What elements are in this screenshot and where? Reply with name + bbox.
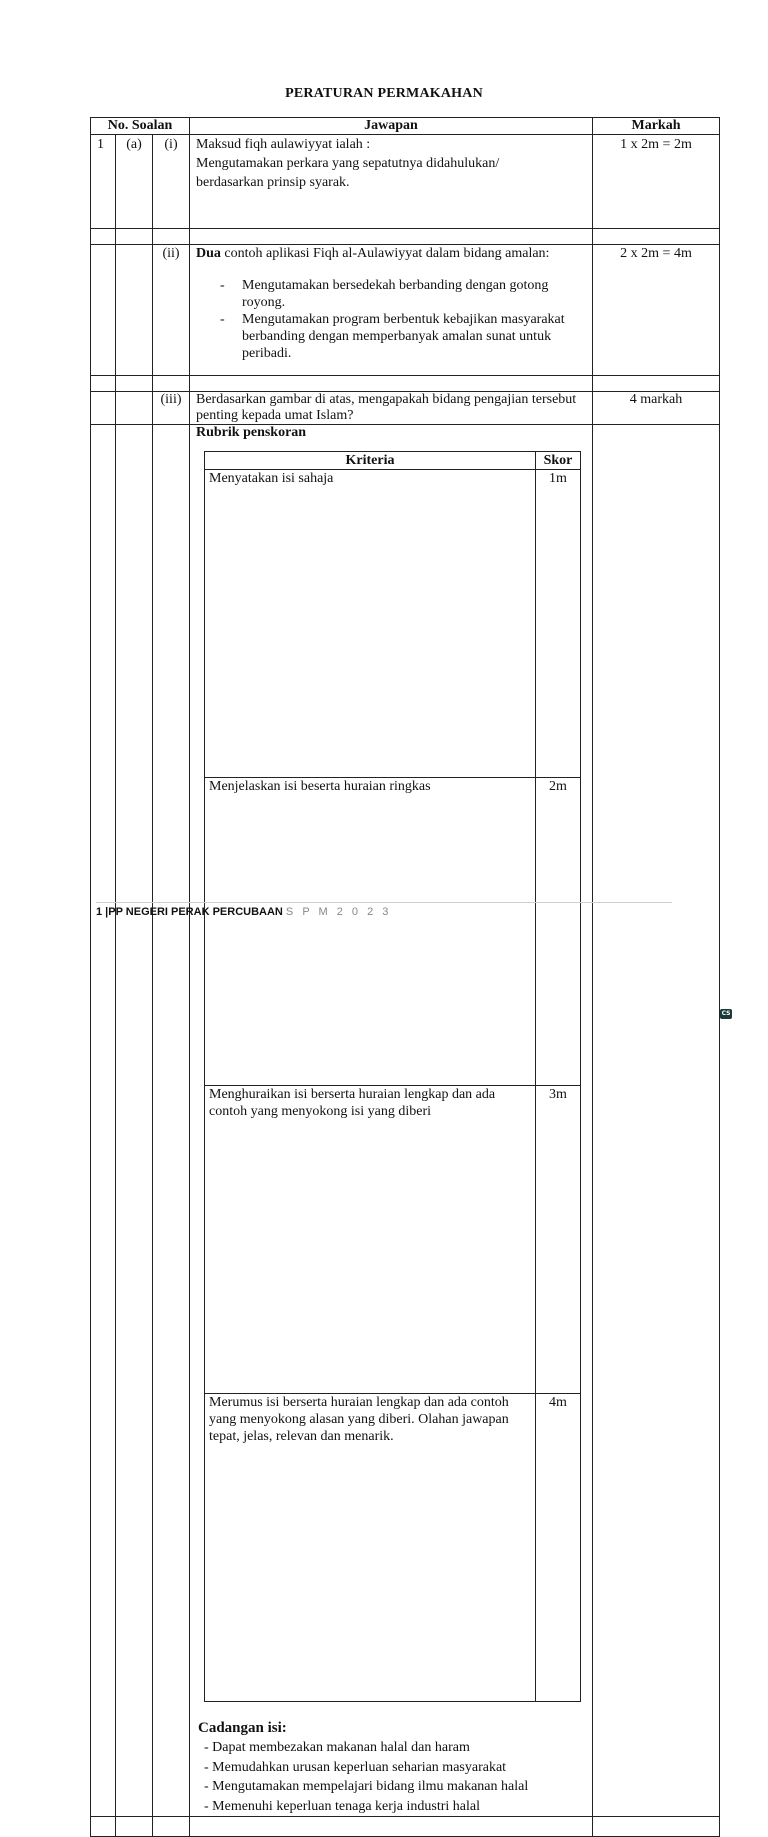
suggestion-title: Cadangan isi: — [198, 1720, 287, 1736]
header-row — [91, 118, 720, 135]
footer-exam-label: S P M 2 0 2 3 — [285, 906, 392, 918]
suggestion-list — [196, 1738, 586, 1816]
rubric-header-skor: Skor — [536, 452, 581, 470]
rubric-row — [205, 778, 581, 1086]
rubric-row — [205, 470, 581, 778]
page-title: PERATURAN PERMAKAHAN — [285, 86, 483, 101]
camscanner-logo: CS — [721, 1010, 731, 1017]
spacer-row — [91, 376, 720, 392]
question-part: (a) — [116, 135, 153, 229]
suggestion-item: - Memudahkan urusan keperluan seharian masyarakat — [204, 1759, 507, 1775]
rubric-header-row — [205, 452, 581, 470]
answer-lead-bold: Dua — [196, 246, 221, 261]
footer-page-label: 1 |PP NEGERI PERAK PERCUBAAN — [96, 906, 283, 918]
mark-cell: 4 markah — [593, 392, 720, 425]
rubric-score: 3m — [536, 1086, 581, 1394]
suggestion-item: - Dapat membezakan makanan halal dan haram — [204, 1740, 470, 1755]
answer-lead — [196, 245, 586, 263]
answer-line: Maksud fiqh aulawiyyat ialah : — [196, 137, 371, 152]
suggestion-item: - Mengutamakan mempelajari bidang ilmu makanan halal — [204, 1779, 529, 1794]
mark-cell: 1 x 2m = 2m — [593, 135, 720, 229]
rubric-criterion: Menghuraikan isi berserta huraian lengkap dan ada contoh yang menyokong isi yang diberi — [205, 1086, 536, 1394]
header-jawapan: Jawapan — [190, 118, 593, 135]
question-text: Berdasarkan gambar di atas, mengapakah bidang pengajian tersebut penting kepada umat Islam? — [190, 392, 593, 425]
suggestion-item: - Memenuhi keperluan tenaga kerja industri halal — [204, 1798, 481, 1814]
rubric-criterion: Merumus isi berserta huraian lengkap dan ada contoh yang menyokong alasan yang diberi. Olahan jawapan tepat, jelas, relevan dan menarik. — [205, 1394, 536, 1702]
header-no-soalan: No. Soalan — [91, 118, 190, 135]
rubric-row — [205, 1086, 581, 1394]
mark-cell: 2 x 2m = 4m — [593, 245, 720, 376]
rubric-criterion: Menjelaskan isi beserta huraian ringkas — [205, 778, 536, 1086]
marking-scheme-table — [90, 117, 720, 1837]
question-row-i — [91, 135, 720, 229]
rubric-row — [91, 425, 720, 1817]
rubric-cell — [190, 425, 593, 1817]
rubric-row — [205, 1394, 581, 1702]
question-sub: (iii) — [153, 392, 190, 425]
answer-line: Mengutamakan perkara yang sepatutnya didahulukan/ — [196, 156, 500, 171]
page-footer — [96, 906, 391, 918]
answer-lead-text: contoh aplikasi Fiqh al-Aulawiyyat dalam bidang amalan: — [220, 246, 550, 261]
question-sub: (ii) — [153, 245, 190, 376]
question-number: 1 — [91, 135, 116, 229]
rubric-score: 1m — [536, 470, 581, 778]
answer-bullet: - Mengutamakan program berbentuk kebajikan masyarakat berbanding dengan memperbanyak amalan sunat untuk peribadi. — [196, 311, 586, 362]
answer-bullets — [196, 277, 586, 362]
rubric-score: 2m — [536, 778, 581, 1086]
spacer-row — [91, 1817, 720, 1837]
rubric-score: 4m — [536, 1394, 581, 1702]
answer-cell — [190, 135, 593, 229]
question-row-iii — [91, 392, 720, 425]
answer-cell — [190, 245, 593, 376]
header-markah: Markah — [593, 118, 720, 135]
footer-divider — [96, 902, 672, 903]
rubric-criterion: Menyatakan isi sahaja — [205, 470, 536, 778]
question-row-ii — [91, 245, 720, 376]
answer-bullet: - Mengutamakan bersedekah berbanding dengan gotong royong. — [196, 277, 586, 311]
answer-line: berdasarkan prinsip syarak. — [196, 175, 350, 190]
rubric-header-kriteria: Kriteria — [205, 452, 536, 470]
rubric-table — [204, 451, 581, 1702]
question-sub: (i) — [153, 135, 190, 229]
spacer-row — [91, 229, 720, 245]
rubric-title: Rubrik penskoran — [196, 425, 307, 440]
